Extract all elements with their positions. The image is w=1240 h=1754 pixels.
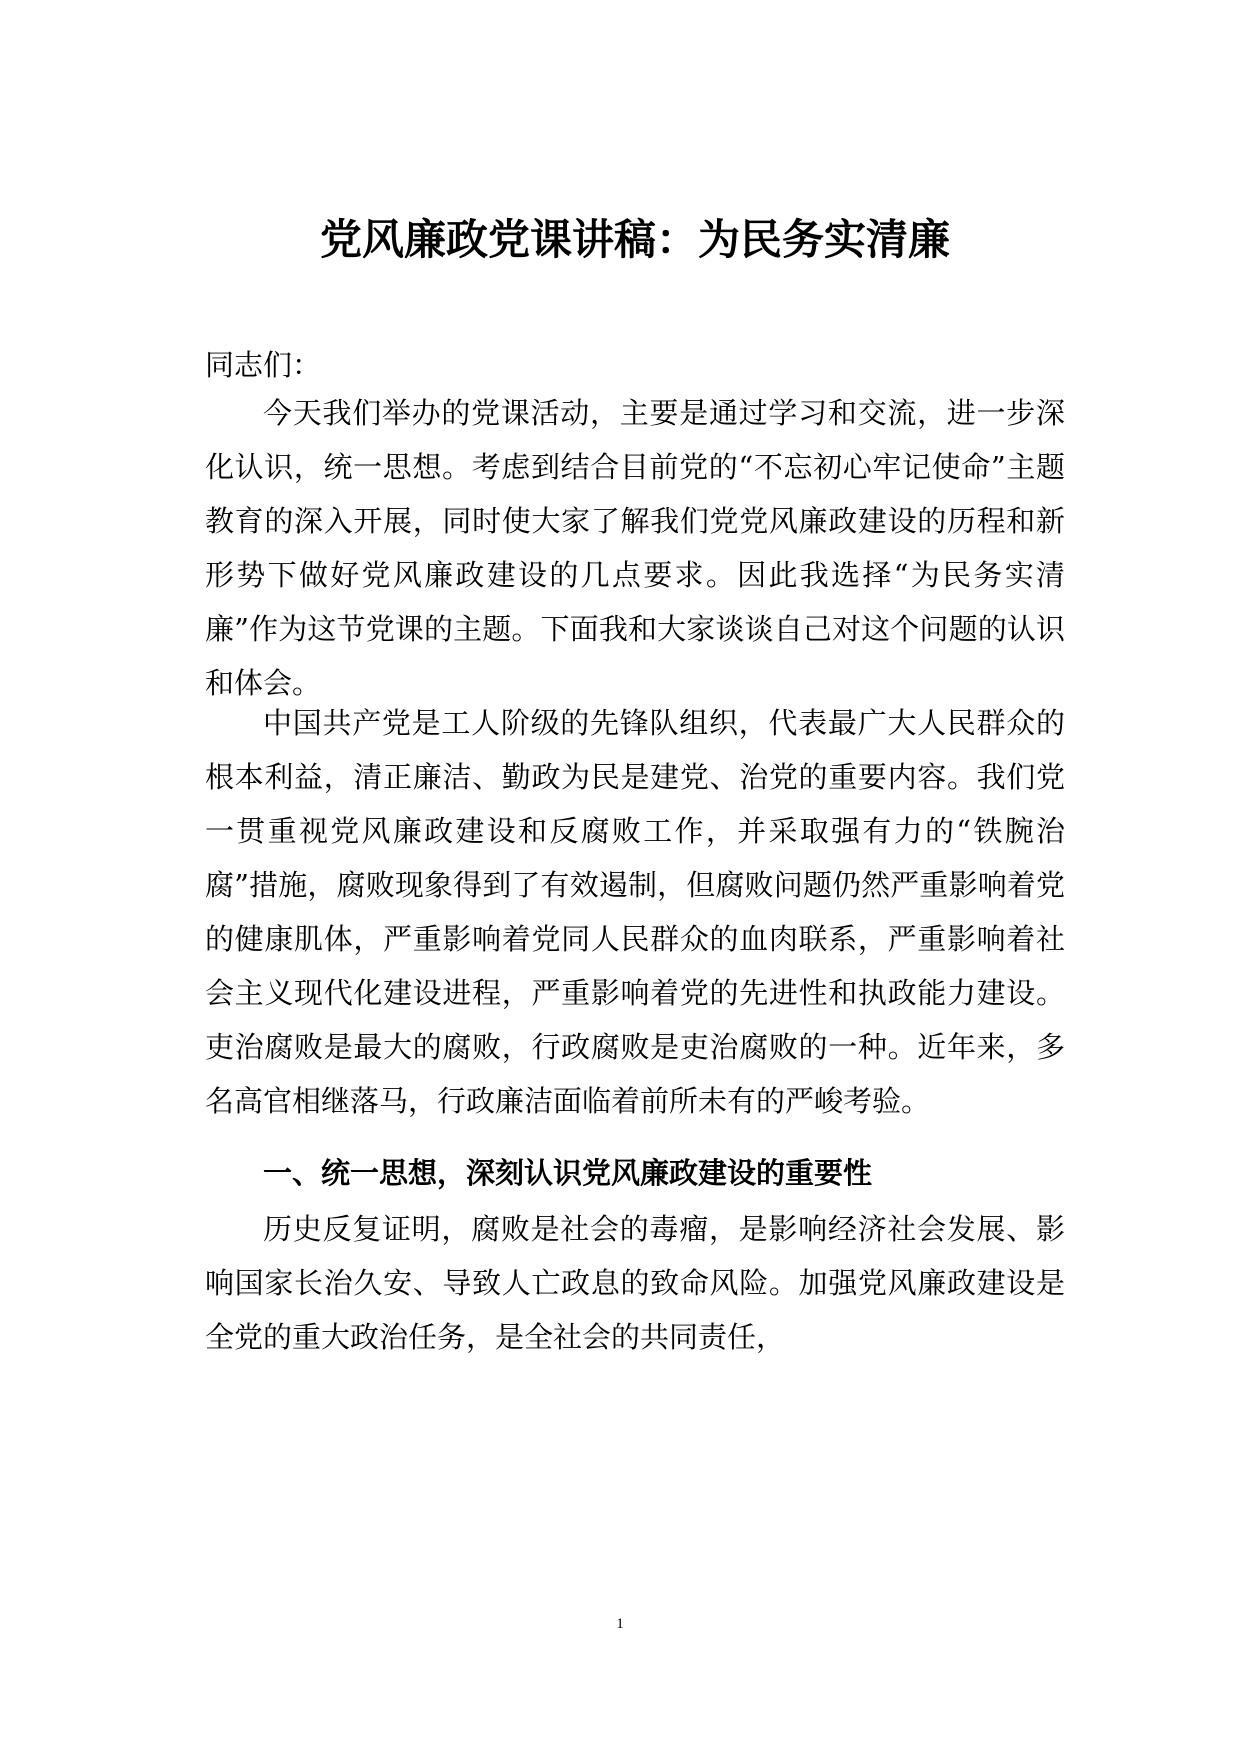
body-paragraph-2: 中国共产党是工人阶级的先锋队组织，代表最广大人民群众的根本利益，清正廉洁、勤政为民是建党、治党的重要内容。我们党一贯重视党风廉政建设和反腐败工作，并采取强有力的“铁腕治腐”措施，腐败现象得到了有效遏制，但腐败问题仍然严重影响着党的健康肌体，严重影响着党同人民群众的血肉联系，严重影响着社会主义现代化建设进程，严重影响着党的先进性和执政能力建设。吏治腐败是最大的腐败，行政腐败是吏治腐败的一种。近年来，多名高官相继落马，行政廉洁面临着前所未有的严峻考验。	[205, 706, 1065, 1118]
document-title: 党风廉政党课讲稿：为民务实清廉	[319, 215, 950, 264]
page-number: 1	[616, 1616, 624, 1632]
section-paragraph: 历史反复证明，腐败是社会的毒瘤，是影响经济社会发展、影响国家长治久安、导致人亡政息的致命风险。加强党风廉政建设是全党的重大政治任务，是全社会的共同责任，	[205, 1212, 1065, 1354]
salutation: 同志们：	[205, 348, 322, 382]
body-paragraph-1: 今天我们举办的党课活动，主要是通过学习和交流，进一步深化认识，统一思想。考虑到结合目前党的“不忘初心牢记使命”主题教育的深入开展，同时使大家了解我们党党风廉政建设的历程和新形势下做好党风廉政建设的几点要求。因此我选择“为民务实清廉”作为这节党课的主题。下面我和大家谈谈自己对这个问题的认识和体会。	[205, 396, 1065, 700]
section-heading: 一、统一思想，深刻认识党风廉政建设的重要性	[263, 1156, 873, 1190]
